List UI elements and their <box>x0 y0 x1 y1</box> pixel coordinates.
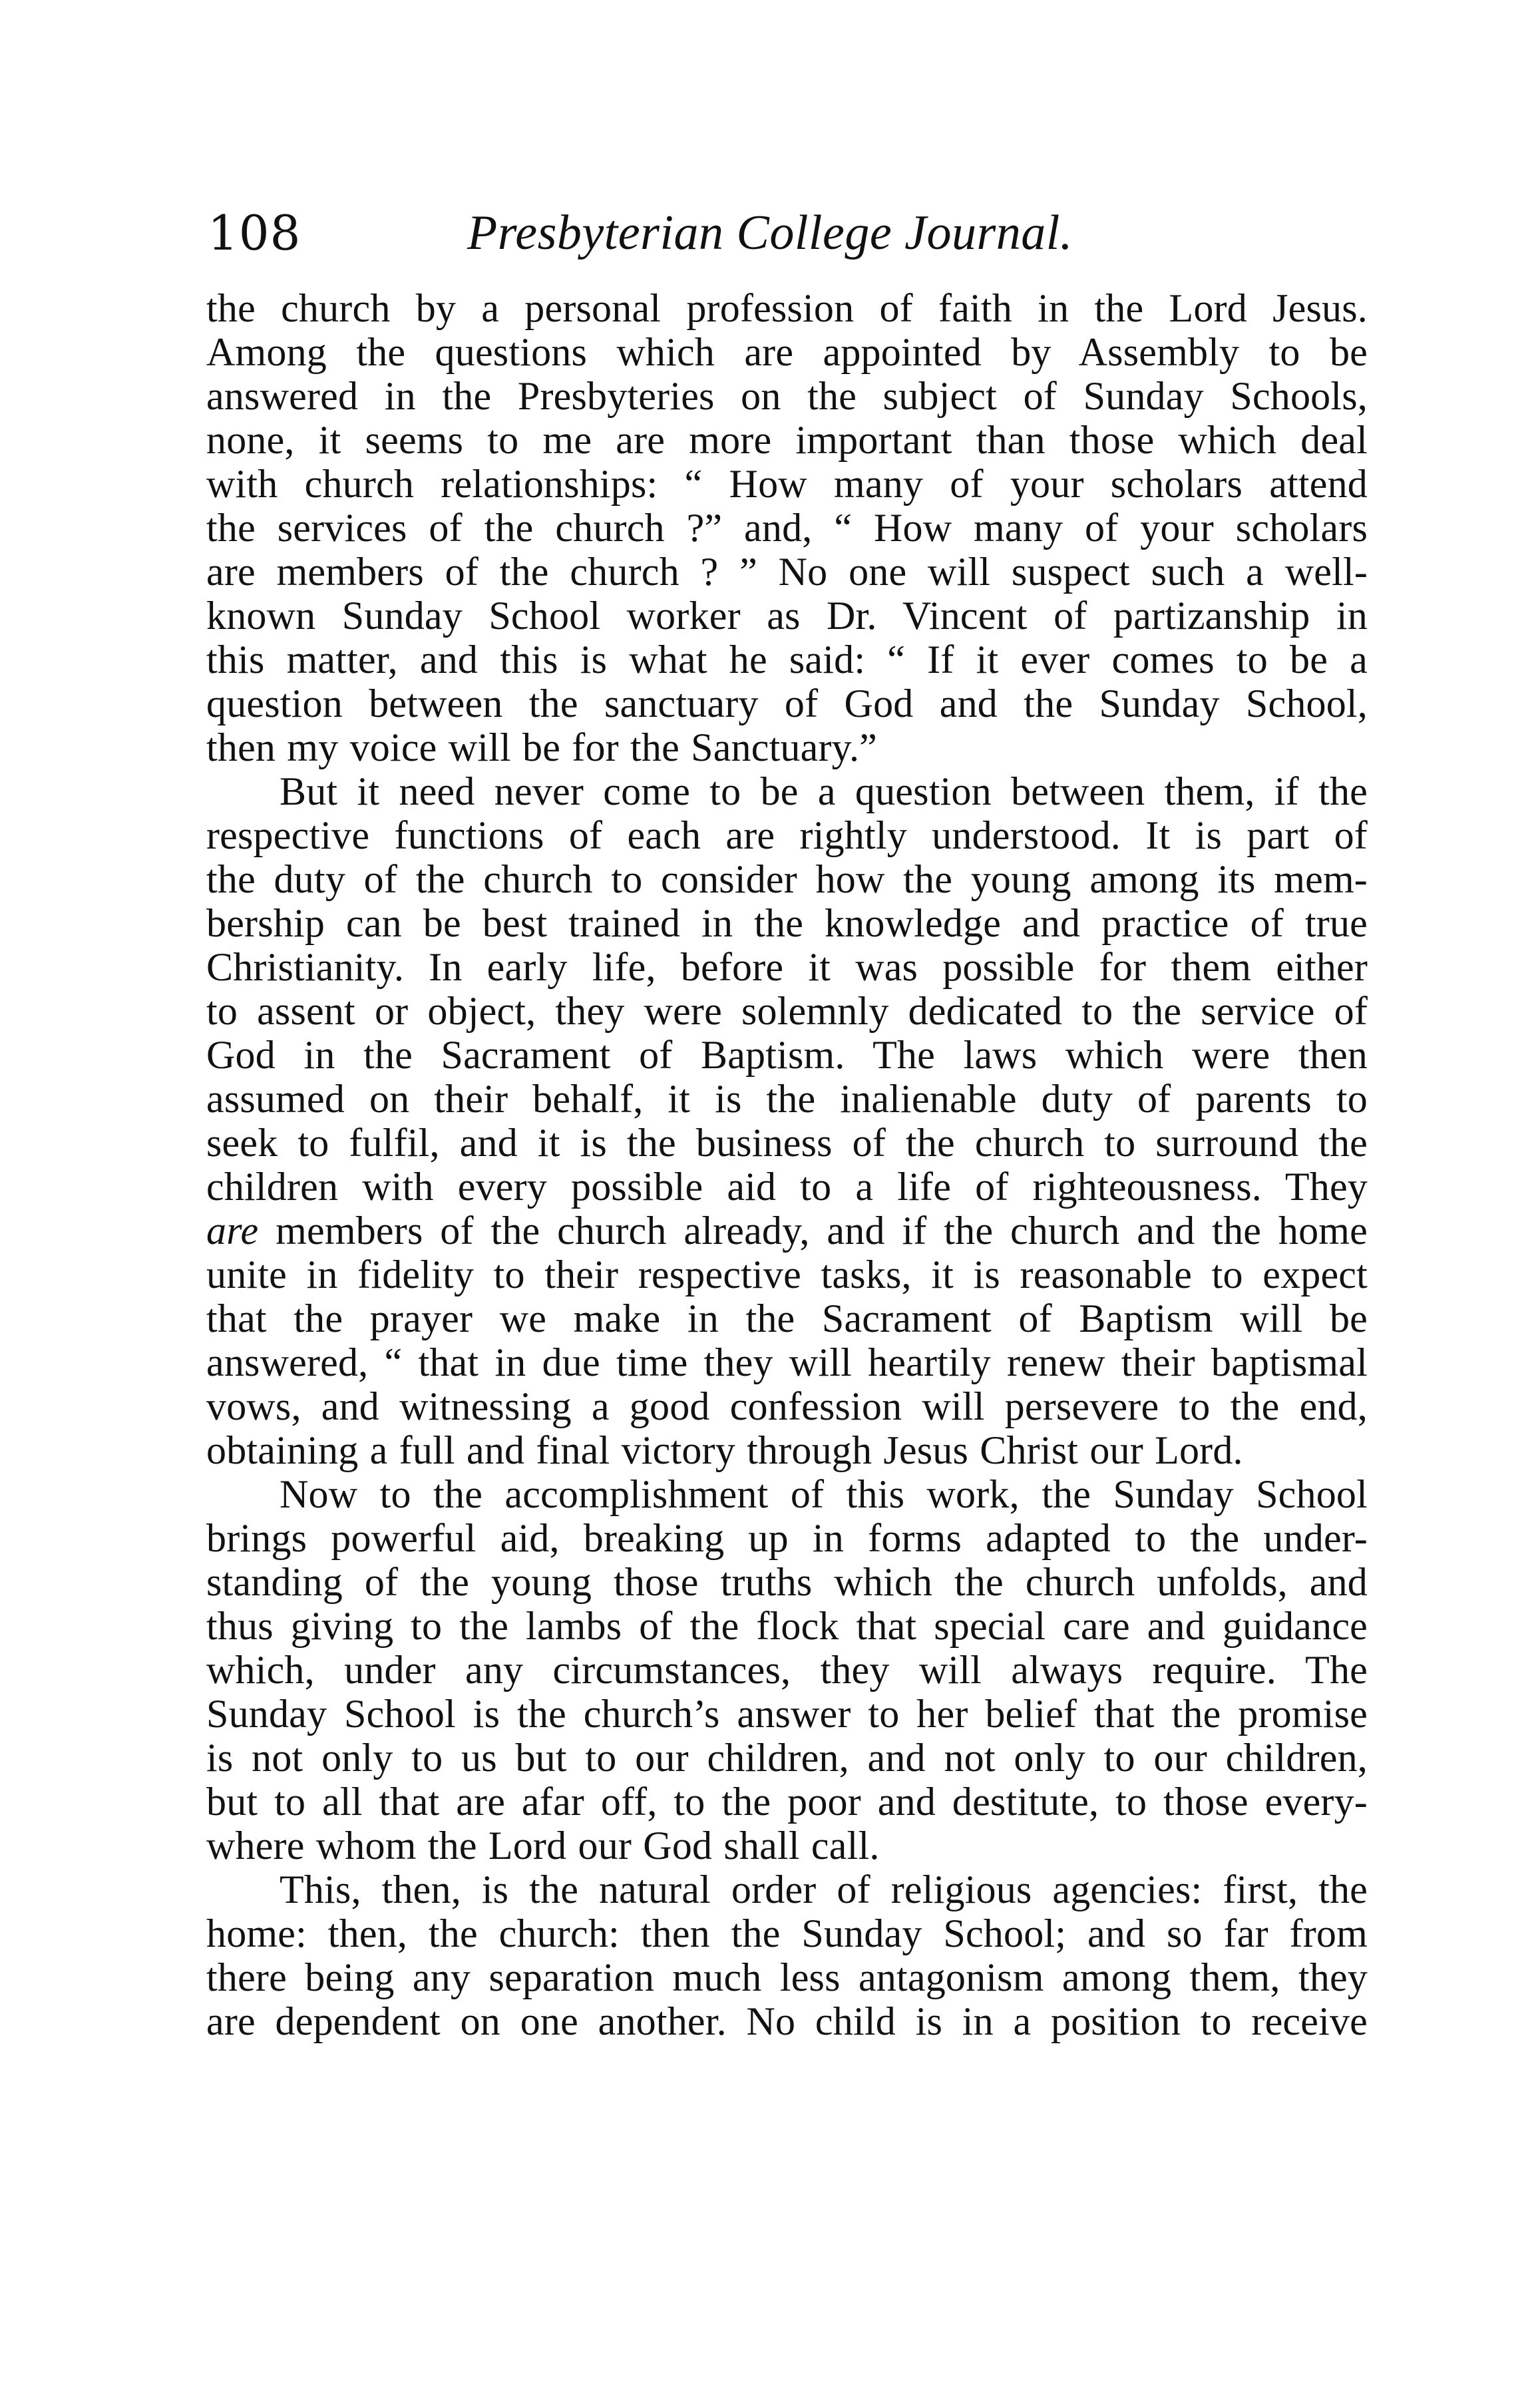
text-line: is not only to us but to our children, and not only to our children, <box>206 1736 1368 1780</box>
text-line: standing of the young those truths which the church unfolds, and <box>206 1560 1368 1604</box>
text-body <box>206 286 1368 2043</box>
text-line-remainder: members of the church already, and if the church and the home <box>276 1209 1368 1253</box>
paragraph-4 <box>206 1868 1368 2043</box>
text-line: thus giving to the lambs of the flock that special care and guidance <box>206 1604 1368 1648</box>
text-line: answered, “ that in due time they will heartily renew their baptismal <box>206 1340 1368 1384</box>
text-line: vows, and witnessing a good confession will persevere to the end, <box>206 1384 1368 1428</box>
text-line: to assent or object, they were solemnly dedicated to the service of <box>206 989 1368 1033</box>
text-line: the duty of the church to consider how the young among its mem- <box>206 857 1368 901</box>
running-title: Presbyterian College Journal. <box>467 206 1073 260</box>
text-line: which, under any circumstances, they will always require. The <box>206 1648 1368 1692</box>
text-line: This, then, is the natural order of religious agencies: first, the <box>280 1868 1368 1911</box>
text-line: that the prayer we make in the Sacrament of Baptism will be <box>206 1297 1368 1340</box>
text-line: obtaining a full and final victory through Jesus Christ our Lord. <box>206 1428 1243 1472</box>
text-line: there being any separation much less antagonism among them, they <box>206 1955 1368 1999</box>
text-line: with church relationships: “ How many of your scholars attend <box>206 462 1368 506</box>
text-line: the church by a personal profession of faith in the Lord Jesus. <box>206 286 1368 330</box>
text-line: God in the Sacrament of Baptism. The laws which were then <box>206 1033 1368 1077</box>
text-line: Sunday School is the church’s answer to her belief that the promise <box>206 1692 1368 1736</box>
text-line: question between the sanctuary of God and the Sunday School, <box>206 682 1368 725</box>
text-line: home: then, the church: then the Sunday School; and so far from <box>206 1911 1368 1955</box>
text-line: the services of the church ?” and, “ How many of your scholars <box>206 506 1368 550</box>
text-line <box>206 1209 1368 1253</box>
text-line: But it need never come to be a question between them, if the <box>280 769 1368 813</box>
text-line: answered in the Presbyteries on the subject of Sunday Schools, <box>206 374 1368 418</box>
text-line: brings powerful aid, breaking up in forms adapted to the under- <box>206 1516 1368 1560</box>
text-line: bership can be best trained in the knowledge and practice of true <box>206 901 1368 945</box>
text-line: unite in fidelity to their respective tasks, it is reasonable to expect <box>206 1253 1368 1297</box>
text-line: seek to fulfil, and it is the business of the church to surround the <box>206 1121 1368 1165</box>
text-line: children with every possible aid to a life of righteousness. They <box>206 1165 1368 1209</box>
paragraph-3 <box>206 1472 1368 1868</box>
text-line: but to all that are afar off, to the poor and destitute, to those every- <box>206 1780 1368 1824</box>
text-line: Christianity. In early life, before it was possible for them either <box>206 945 1368 989</box>
text-line: this matter, and this is what he said: “ If it ever comes to be a <box>206 638 1368 682</box>
text-line: assumed on their behalf, it is the inalienable duty of parents to <box>206 1077 1368 1121</box>
text-line: then my voice will be for the Sanctuary.” <box>206 725 877 769</box>
page-number: 108 <box>208 205 301 261</box>
paragraph-2 <box>206 769 1368 1472</box>
text-line: are dependent on one another. No child is in a position to receive <box>206 1999 1368 2043</box>
text-line: respective functions of each are rightly understood. It is part of <box>206 813 1368 857</box>
text-line: known Sunday School worker as Dr. Vincent of partizanship in <box>206 594 1368 638</box>
text-line: none, it seems to me are more important than those which deal <box>206 418 1368 462</box>
italic-word: are <box>206 1209 259 1253</box>
text-line: where whom the Lord our God shall call. <box>206 1824 880 1868</box>
page-header <box>208 200 1366 273</box>
text-line: Now to the accomplishment of this work, the Sunday School <box>280 1472 1368 1516</box>
text-line: Among the questions which are appointed by Assembly to be <box>206 330 1368 374</box>
text-line: are members of the church ? ” No one will suspect such a well- <box>206 550 1368 594</box>
paragraph-1 <box>206 286 1368 769</box>
